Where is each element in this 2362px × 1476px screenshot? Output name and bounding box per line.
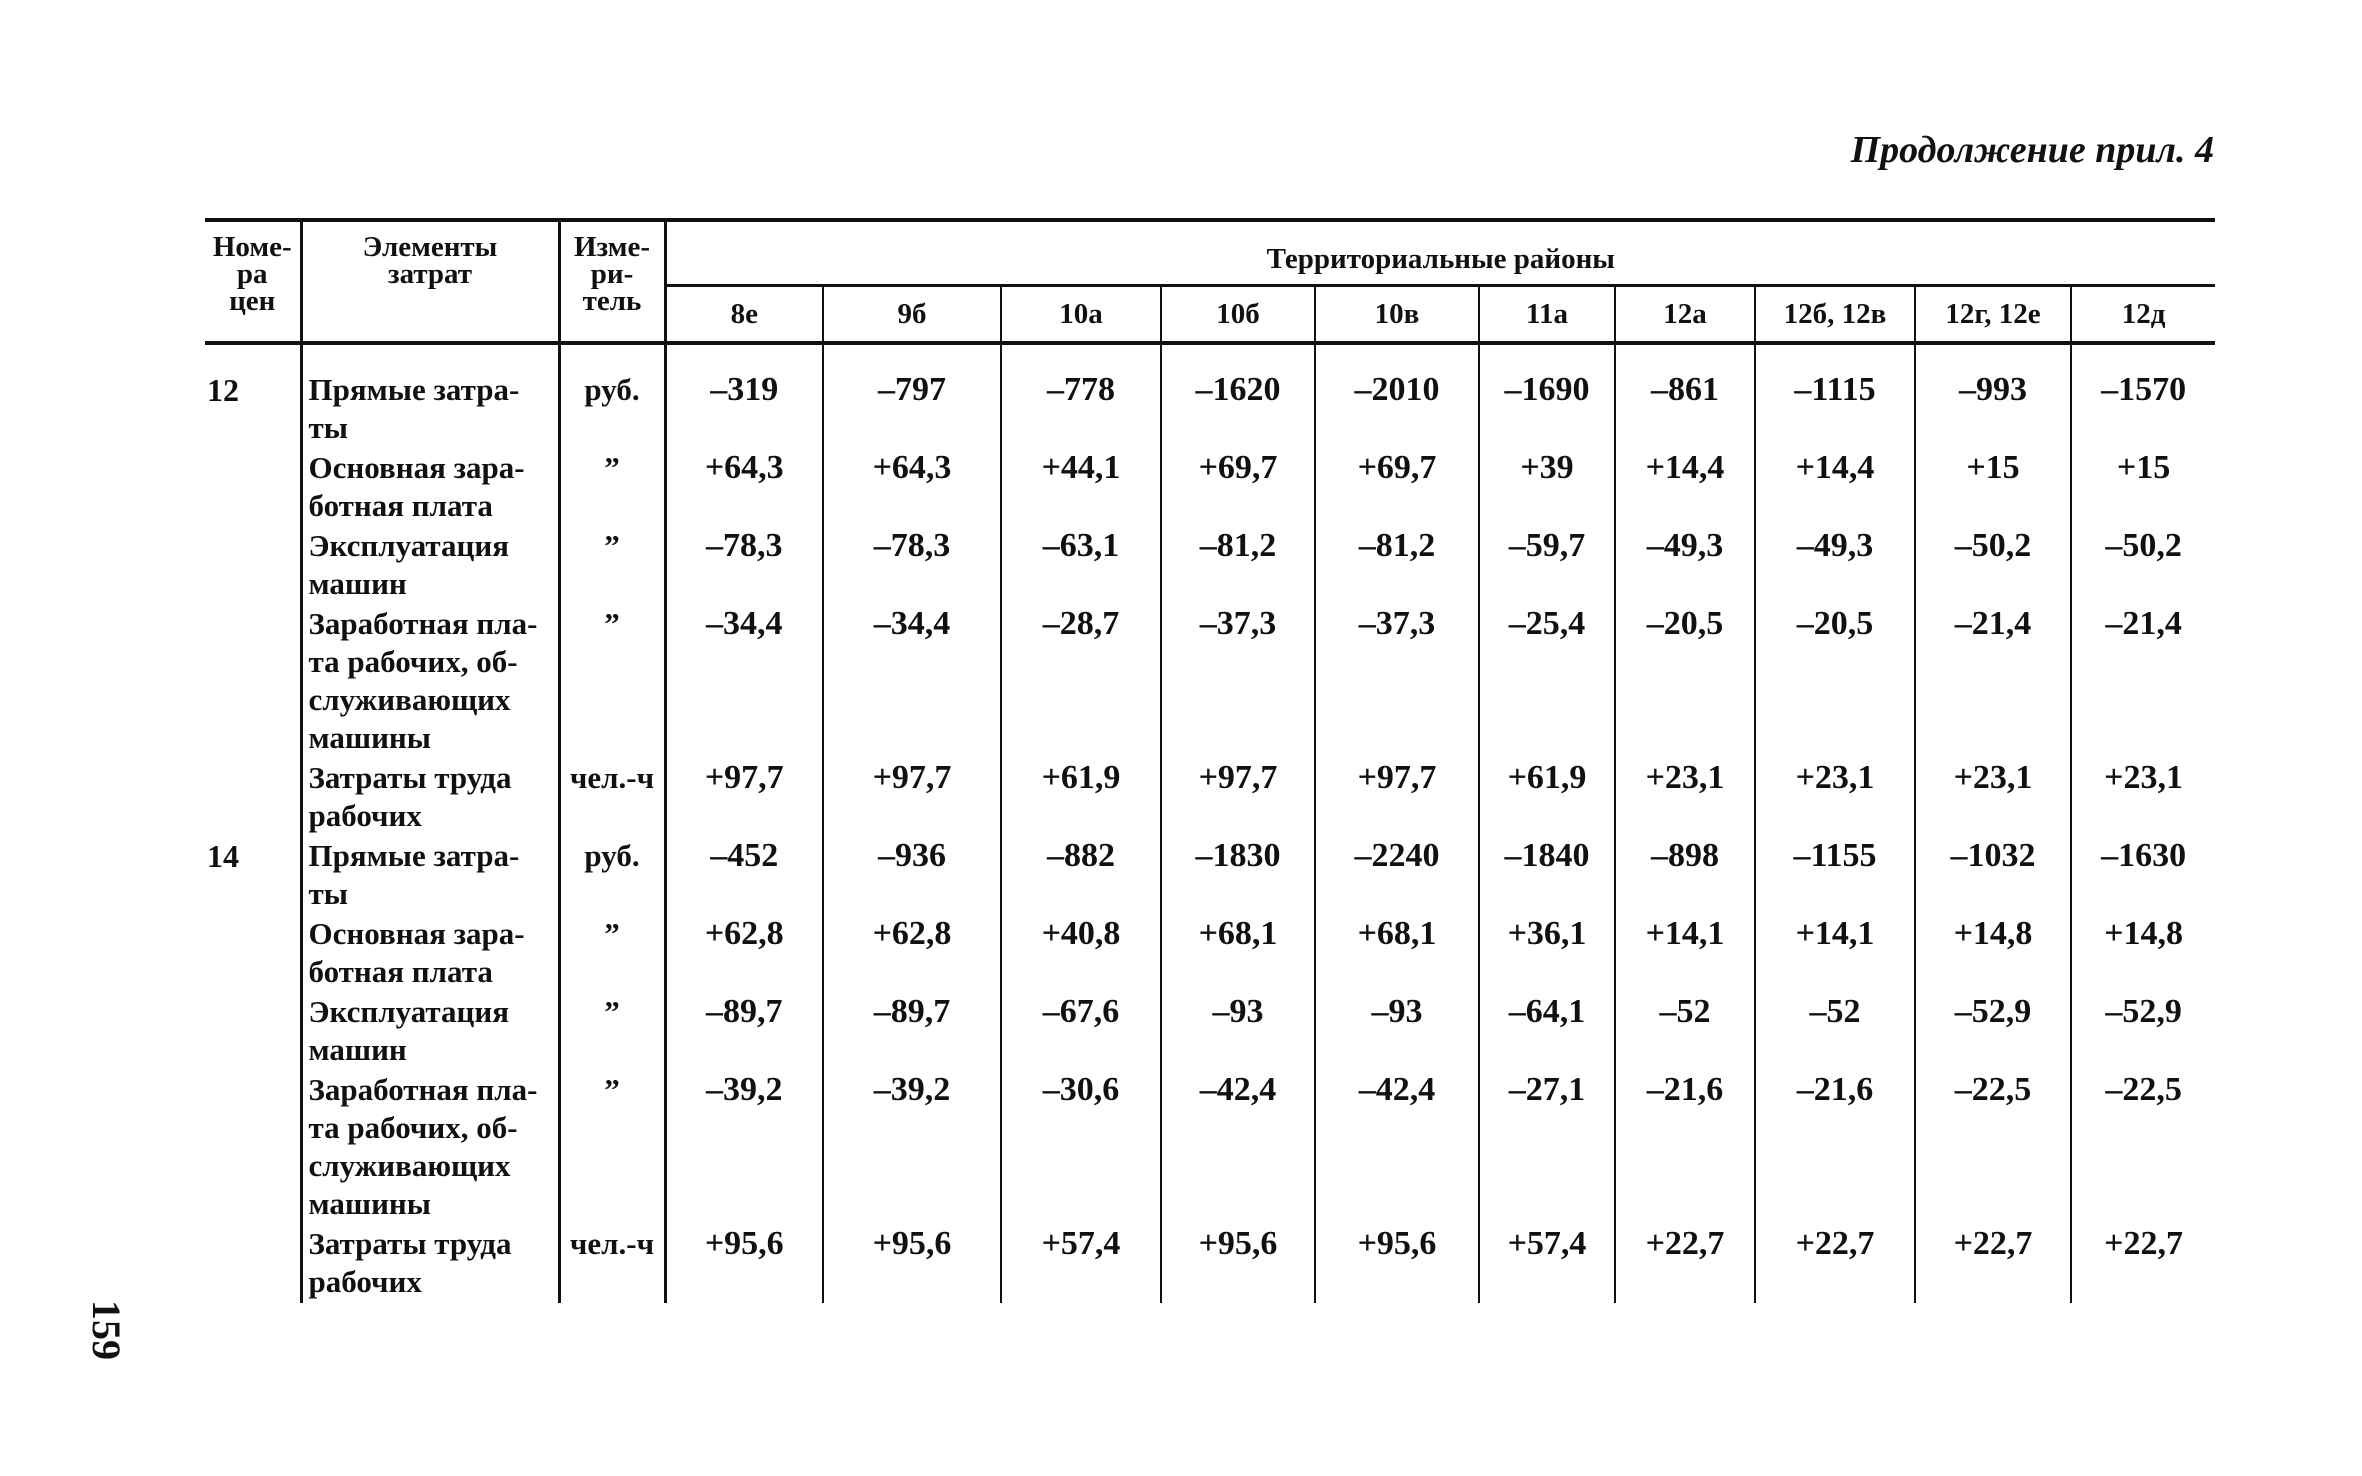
- region-value: –1620: [1161, 371, 1315, 449]
- region-value: +95,6: [1315, 1225, 1479, 1303]
- region-value: –778: [1001, 371, 1161, 449]
- header-number: Номе- ра цен: [205, 220, 301, 343]
- region-value: +23,1: [1915, 759, 2071, 837]
- header-elements: Элементы затрат: [301, 220, 559, 343]
- region-value: +14,4: [1615, 449, 1755, 527]
- table-row: [205, 449, 2215, 527]
- region-value: –1630: [2071, 837, 2215, 915]
- price-number: [205, 449, 301, 527]
- region-value: –93: [1161, 993, 1315, 1071]
- region-value: –936: [823, 837, 1001, 915]
- region-value: +23,1: [1755, 759, 1915, 837]
- region-value: +14,8: [2071, 915, 2215, 993]
- price-number: [205, 1071, 301, 1225]
- header-region: 11а: [1479, 286, 1615, 344]
- unit: руб.: [559, 837, 665, 915]
- region-value: –882: [1001, 837, 1161, 915]
- region-value: +14,8: [1915, 915, 2071, 993]
- unit: ”: [559, 449, 665, 527]
- table-row: [205, 993, 2215, 1071]
- unit: ”: [559, 605, 665, 759]
- price-number: [205, 527, 301, 605]
- cost-element: Эксплуатация машин: [301, 993, 559, 1071]
- region-value: –28,7: [1001, 605, 1161, 759]
- region-value: +62,8: [823, 915, 1001, 993]
- region-value: –452: [710, 837, 779, 874]
- unit: чел.-ч: [559, 759, 665, 837]
- region-value: +97,7: [1315, 759, 1479, 837]
- region-value: +14,1: [1615, 915, 1755, 993]
- header-regions-title: Территориальные районы: [1266, 242, 1615, 275]
- region-value: –27,1: [1479, 1071, 1615, 1225]
- table-row: [205, 837, 2215, 915]
- header-region: 10а: [1001, 286, 1161, 344]
- region-value: +68,1: [1315, 915, 1479, 993]
- region-value: –898: [1615, 837, 1755, 915]
- region-value: +61,9: [1479, 759, 1615, 837]
- region-value: +14,1: [1755, 915, 1915, 993]
- table-row: [205, 527, 2215, 605]
- region-value: –52,9: [1915, 993, 2071, 1071]
- region-value: –21,4: [2071, 605, 2215, 759]
- region-value: –22,5: [1915, 1071, 2071, 1225]
- region-value: –39,2: [823, 1071, 1001, 1225]
- region-value: –34,4: [706, 605, 783, 642]
- region-value: –50,2: [1915, 527, 2071, 605]
- region-value: –21,6: [1755, 1071, 1915, 1225]
- region-value: +14,4: [1755, 449, 1915, 527]
- region-value: –797: [823, 371, 1001, 449]
- region-value: –67,6: [1001, 993, 1161, 1071]
- region-value: –1690: [1479, 371, 1615, 449]
- region-value: +15: [2071, 449, 2215, 527]
- unit: ”: [559, 1071, 665, 1225]
- table-caption: Продолжение прил. 4: [1850, 129, 2214, 171]
- cost-element: Прямые затра- ты: [301, 837, 559, 915]
- region-value: +39: [1479, 449, 1615, 527]
- region-value: –30,6: [1001, 1071, 1161, 1225]
- cost-element: Эксплуатация машин: [301, 527, 559, 605]
- region-value: –1032: [1915, 837, 2071, 915]
- region-value: –37,3: [1161, 605, 1315, 759]
- page-number: 159: [84, 1300, 129, 1360]
- region-value: –37,3: [1315, 605, 1479, 759]
- cost-element: Заработная пла- та рабочих, об- служивающих машины: [301, 1071, 559, 1225]
- region-value: –1115: [1755, 371, 1915, 449]
- price-number: [205, 605, 301, 759]
- region-value: +22,7: [1615, 1225, 1755, 1303]
- group-spacer: [205, 343, 2215, 371]
- header-region: 12б, 12в: [1755, 286, 1915, 344]
- region-value: +57,4: [1479, 1225, 1615, 1303]
- region-value: –64,1: [1479, 993, 1615, 1071]
- header-unit: Изме- ри- тель: [559, 220, 665, 343]
- price-number: [205, 759, 301, 837]
- region-value: –42,4: [1161, 1071, 1315, 1225]
- region-value: –2240: [1315, 837, 1479, 915]
- region-value: –59,7: [1479, 527, 1615, 605]
- region-value: –22,5: [2071, 1071, 2215, 1225]
- price-number: 12: [207, 372, 239, 408]
- region-value: +44,1: [1001, 449, 1161, 527]
- region-value: +95,6: [704, 1225, 784, 1262]
- table-row: [205, 1071, 2215, 1225]
- price-number: 14: [207, 838, 239, 874]
- region-value: –81,2: [1161, 527, 1315, 605]
- unit: ”: [559, 527, 665, 605]
- header-region: 12а: [1615, 286, 1755, 344]
- region-value: –49,3: [1615, 527, 1755, 605]
- region-value: +68,1: [1161, 915, 1315, 993]
- region-value: –50,2: [2071, 527, 2215, 605]
- region-value: +97,7: [704, 759, 784, 796]
- region-value: +62,8: [704, 915, 784, 952]
- price-number: [205, 993, 301, 1071]
- region-value: +22,7: [2071, 1225, 2215, 1303]
- region-value: +57,4: [1001, 1225, 1161, 1303]
- table-row: [205, 915, 2215, 993]
- region-value: –319: [710, 371, 779, 408]
- unit: чел.-ч: [559, 1225, 665, 1303]
- region-value: +40,8: [1001, 915, 1161, 993]
- header-region: 12д: [2071, 286, 2215, 344]
- region-value: –39,2: [706, 1071, 783, 1108]
- price-number: [205, 915, 301, 993]
- region-value: –1830: [1161, 837, 1315, 915]
- region-value: –861: [1615, 371, 1755, 449]
- cost-element: Основная зара- ботная плата: [301, 449, 559, 527]
- region-value: –1570: [2071, 371, 2215, 449]
- region-value: +22,7: [1915, 1225, 2071, 1303]
- cost-table: [205, 218, 2215, 1303]
- region-value: –49,3: [1755, 527, 1915, 605]
- region-value: –25,4: [1479, 605, 1615, 759]
- region-value: –52,9: [2071, 993, 2215, 1071]
- cost-element: Основная зара- ботная плата: [301, 915, 559, 993]
- region-value: –89,7: [823, 993, 1001, 1071]
- unit: ”: [559, 915, 665, 993]
- region-value: –993: [1915, 371, 2071, 449]
- region-value: +61,9: [1001, 759, 1161, 837]
- region-value: –81,2: [1315, 527, 1479, 605]
- header-region: 12г, 12е: [1915, 286, 2071, 344]
- region-value: –89,7: [706, 993, 783, 1030]
- region-value: +15: [1915, 449, 2071, 527]
- header-region: 10б: [1161, 286, 1315, 344]
- table-row: [205, 759, 2215, 837]
- region-value: –21,4: [1915, 605, 2071, 759]
- region-value: –78,3: [706, 527, 783, 564]
- table-header: [205, 220, 2215, 343]
- region-value: –34,4: [823, 605, 1001, 759]
- table-row: [205, 371, 2215, 449]
- region-value: +36,1: [1479, 915, 1615, 993]
- header-region: 9б: [823, 286, 1001, 344]
- header-region: 8е: [665, 286, 823, 344]
- region-value: +22,7: [1755, 1225, 1915, 1303]
- price-number: [205, 1225, 301, 1303]
- region-value: +95,6: [823, 1225, 1001, 1303]
- region-value: –1840: [1479, 837, 1615, 915]
- region-value: –1155: [1755, 837, 1915, 915]
- cost-element: Затраты труда рабочих: [301, 1225, 559, 1303]
- region-value: –21,6: [1615, 1071, 1755, 1225]
- table-row: [205, 1225, 2215, 1303]
- table-row: [205, 605, 2215, 759]
- region-value: –78,3: [823, 527, 1001, 605]
- region-value: +69,7: [1161, 449, 1315, 527]
- region-value: –63,1: [1001, 527, 1161, 605]
- region-value: –93: [1315, 993, 1479, 1071]
- cost-element: Затраты труда рабочих: [301, 759, 559, 837]
- region-value: +95,6: [1161, 1225, 1315, 1303]
- region-value: +64,3: [704, 449, 784, 486]
- region-value: +69,7: [1315, 449, 1479, 527]
- cost-element: Прямые затра- ты: [301, 371, 559, 449]
- unit: руб.: [559, 371, 665, 449]
- unit: ”: [559, 993, 665, 1071]
- region-value: –52: [1755, 993, 1915, 1071]
- region-value: –52: [1615, 993, 1755, 1071]
- region-value: –2010: [1315, 371, 1479, 449]
- cost-element: Заработная пла- та рабочих, об- служивающих машины: [301, 605, 559, 759]
- region-value: –42,4: [1315, 1071, 1479, 1225]
- header-region: 10в: [1315, 286, 1479, 344]
- region-value: +23,1: [1615, 759, 1755, 837]
- region-value: +23,1: [2071, 759, 2215, 837]
- region-value: +64,3: [823, 449, 1001, 527]
- region-value: +97,7: [823, 759, 1001, 837]
- region-value: +97,7: [1161, 759, 1315, 837]
- table-body: [205, 343, 2215, 1303]
- region-value: –20,5: [1615, 605, 1755, 759]
- region-value: –20,5: [1755, 605, 1915, 759]
